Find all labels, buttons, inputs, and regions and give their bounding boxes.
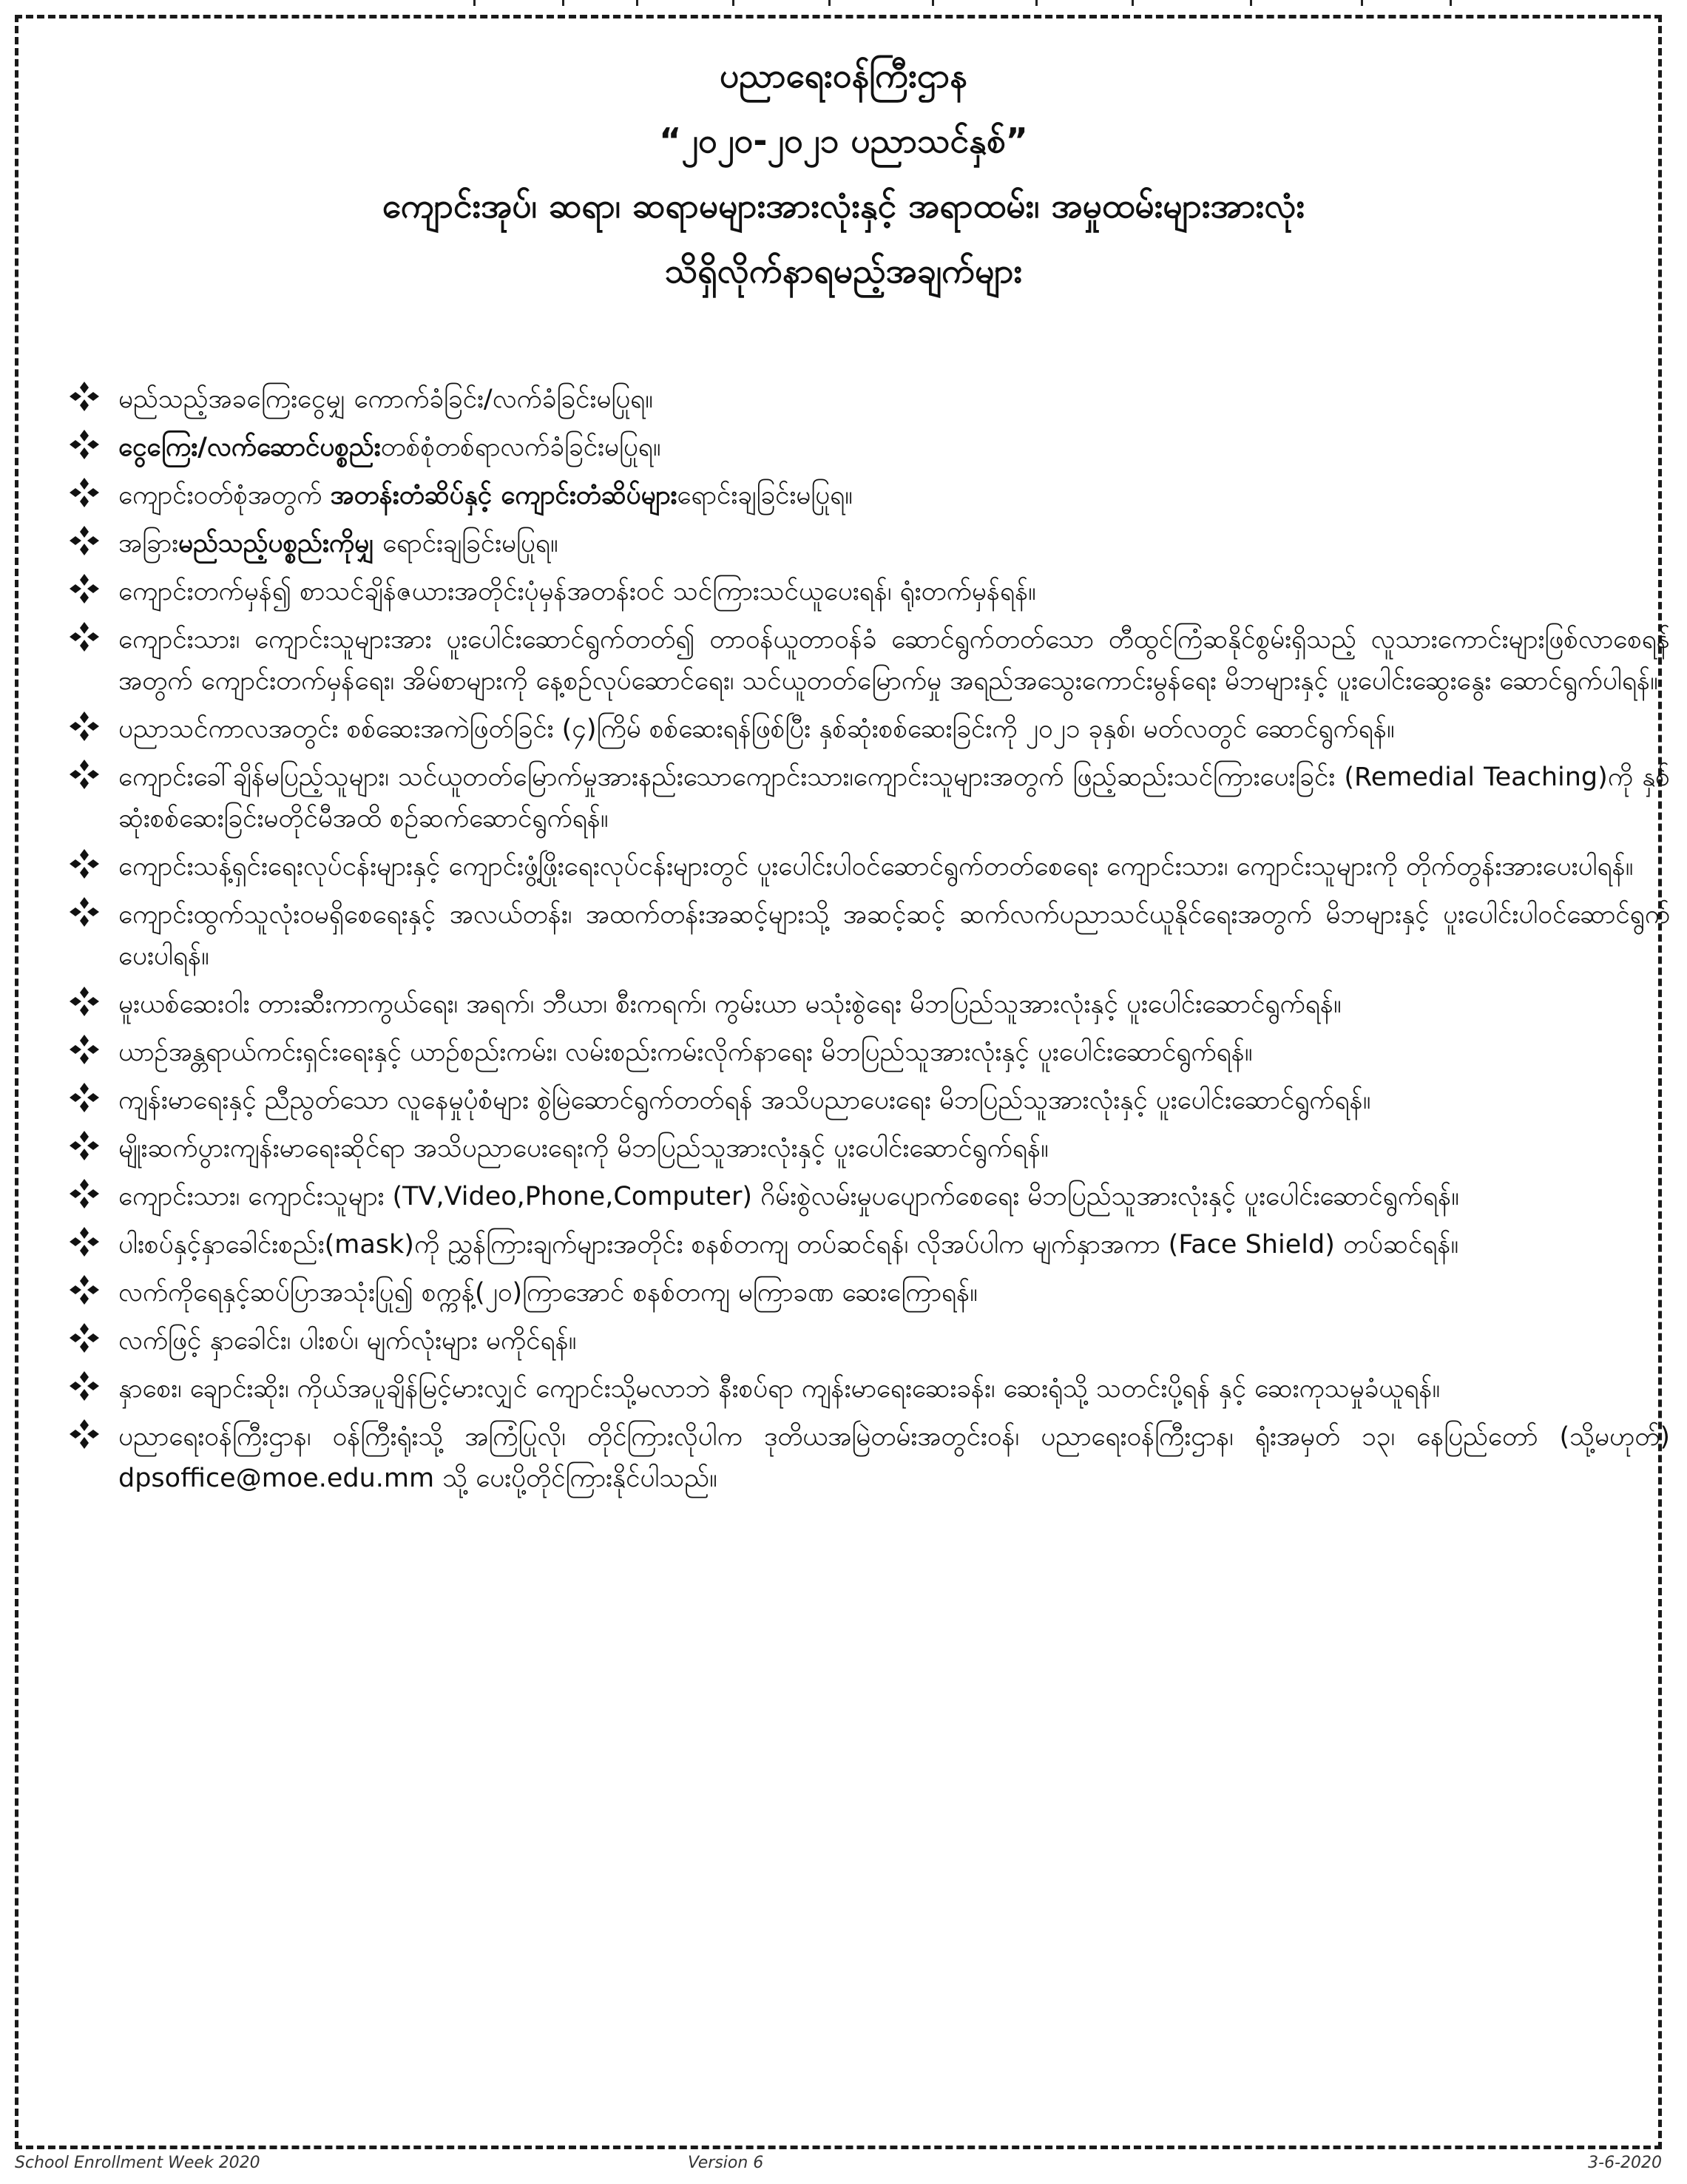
bullet-icon — [68, 1177, 101, 1210]
rule-item — [65, 619, 1670, 702]
rules-list — [65, 379, 1670, 1506]
rule-text: ကျန်းမာရေးနှင့် ညီညွတ်သော လူနေမှုပုံစံများ စွဲမြဲဆောင်ရွက်တတ်ရန် အသိပညာပေးရေး မိဘပြည်သူအားလုံးနှင့် ပူးပေါင်းဆောင်ရွက်ရန်။ — [118, 1086, 1371, 1115]
rule-text: ကျောင်းသန့်ရှင်းရေးလုပ်ငန်းများနှင့် ကျောင်းဖွံ့ဖြိုးရေးလုပ်ငန်းများတွင် ပူးပေါင်းပါဝင်ဆောင်ရွက်တတ်စေရေး ကျောင်းသား၊ ကျောင်းသူများကို တိုက်တွန်းအားပေးပါရန်။ — [118, 852, 1634, 882]
four-petal-diamond-icon — [68, 1418, 101, 1450]
rule-text: ရောင်းချခြင်းမပြုရ။ — [677, 481, 853, 510]
four-petal-diamond-icon — [68, 572, 101, 605]
four-petal-diamond-icon — [68, 1033, 101, 1066]
rule-item — [65, 571, 1670, 612]
footer-left: School Enrollment Week 2020 — [15, 2154, 260, 2172]
academic-year-title: “၂၀၂၀-၂၀၂၁ ပညာသင်နှစ်” — [659, 121, 1028, 160]
rule-item — [65, 1368, 1670, 1410]
rule-text: ကျောင်းခေါ်ချိန်မပြည့်သူများ၊ သင်ယူတတ်မြောက်မှုအားနည်းသောကျောင်းသား၊ကျောင်းသူများအတွက် ဖြည့်ဆည်းသင်ကြားပေးခြင်း (Remedial Teaching)ကို နှစ်ဆုံးစစ်ဆေးခြင်းမတိုင်မီအထိ စဉ်ဆက်ဆောင်ရွက်ရန်။ — [118, 763, 1670, 834]
bullet-icon — [68, 1081, 101, 1114]
rule-text: မည်သည့်အခကြေးငွေမျှ ကောက်ခံခြင်း/လက်ခံခြင်းမပြုရ။ — [118, 385, 653, 414]
rule-text: မူးယစ်ဆေးဝါး တားဆီးကာကွယ်ရေး၊ အရက်၊ ဘီယာ၊ စီးကရက်၊ ကွမ်းယာ မသုံးစွဲရေး မိဘပြည်သူအားလုံးနှင့် ပူးပေါင်းဆောင်ရွက်ရန်။ — [118, 990, 1342, 1019]
four-petal-diamond-icon — [68, 848, 101, 880]
document-header — [44, 43, 1643, 303]
bullet-icon — [68, 1418, 101, 1450]
bullet-icon — [68, 428, 101, 461]
four-petal-diamond-icon — [68, 621, 101, 653]
rule-text: ကျောင်းသား၊ ကျောင်းသူများအား ပူးပေါင်းဆောင်ရွက်တတ်၍ တာဝန်ယူတာဝန်ခံ ဆောင်ရွက်တတ်သော တီထွင်ကြံဆနိုင်စွမ်းရှိသည့် လူသားကောင်းများဖြစ်လာစေရန်အတွက် ကျောင်းတက်မှန်ရေး၊ အိမ်စာများကို နေ့စဉ်လုပ်ဆောင်ရေး၊ သင်ယူတတ်မြောက်မှု အရည်အသွေးကောင်းမွန်ရေး မိဘများနှင့် ပူးပေါင်းဆွေးနွေး ဆောင်ရွက်ပါရန်။ — [118, 625, 1670, 696]
bullet-icon — [68, 524, 101, 557]
footer-date: 3-6-2020 — [1588, 2154, 1662, 2172]
rule-item — [65, 475, 1670, 516]
footer-version: Version 6 — [688, 2154, 764, 2172]
four-petal-diamond-icon — [68, 1322, 101, 1354]
rule-item — [65, 984, 1670, 1025]
rule-item — [65, 1080, 1670, 1121]
bullet-icon — [68, 476, 101, 509]
rule-item — [65, 846, 1670, 888]
four-petal-diamond-icon — [68, 758, 101, 791]
rule-text: နှာစေး၊ ချောင်းဆိုး၊ ကိုယ်အပူချိန်မြင့်မားလျှင် ကျောင်းသို့မလာဘဲ နီးစပ်ရာ ကျန်းမာရေးဆေးခန်း၊ ဆေးရုံသို့ သတင်းပို့ရန် နှင့် ဆေးကုသမှုခံယူရန်။ — [118, 1374, 1441, 1404]
cropped-top-text — [0, 0, 1687, 10]
four-petal-diamond-icon — [68, 710, 101, 743]
four-petal-diamond-icon — [68, 380, 101, 413]
rule-item — [65, 379, 1670, 420]
bullet-icon — [68, 1129, 101, 1162]
rule-item — [65, 1320, 1670, 1362]
rule-text-emphasis: ငွေကြေး/လက်ဆောင်ပစ္စည်း — [118, 433, 381, 462]
rule-item — [65, 757, 1670, 839]
bullet-icon — [68, 1274, 101, 1306]
rule-item — [65, 427, 1670, 468]
four-petal-diamond-icon — [68, 1274, 101, 1306]
rule-text-pre: အခြား — [118, 529, 178, 558]
bullet-icon — [68, 572, 101, 605]
rule-item — [65, 1224, 1670, 1265]
rule-text: ပညာသင်ကာလအတွင်း စစ်ဆေးအကဲဖြတ်ခြင်း (၄)ကြိမ် စစ်ဆေးရန်ဖြစ်ပြီး နှစ်ဆုံးစစ်ဆေးခြင်းကို ၂၀၂၁ ခုနှစ်၊ မတ်လတွင် ဆောင်ရွက်ရန်။ — [118, 714, 1395, 744]
bullet-icon — [68, 710, 101, 743]
rule-text: မျိုးဆက်ပွားကျန်းမာရေးဆိုင်ရာ အသိပညာပေးရေးကို မိဘပြည်သူအားလုံးနှင့် ပူးပေါင်းဆောင်ရွက်ရန်။ — [118, 1134, 1049, 1163]
rule-text: ကျောင်းတက်မှန်၍ စာသင်ချိန်ဇယားအတိုင်းပုံမှန်အတန်းဝင် သင်ကြားသင်ယူပေးရန်၊ ရုံးတက်မှန်ရန်။ — [118, 577, 1036, 606]
rule-text-pre: ကျောင်းဝတ်စုံအတွက် — [118, 481, 331, 510]
four-petal-diamond-icon — [68, 985, 101, 1018]
rule-text: ရောင်းချခြင်းမပြုရ။ — [374, 529, 558, 558]
subject-title: သိရှိလိုက်နာရမည့်အချက်များ — [664, 251, 1023, 291]
rule-item — [65, 1272, 1670, 1314]
rule-item — [65, 1032, 1670, 1073]
rule-text: လက်ဖြင့် နှာခေါင်း၊ ပါးစပ်၊ မျက်လုံးများ မကိုင်ရန်။ — [118, 1326, 577, 1356]
bullet-icon — [68, 985, 101, 1018]
rule-text: လက်ကိုရေနှင့်ဆပ်ပြာအသုံးပြု၍ စက္ကန့်(၂၀)ကြာအောင် စနစ်တကျ မကြာခဏ ဆေးကြောရန်။ — [118, 1278, 978, 1308]
bullet-icon — [68, 1033, 101, 1066]
rule-text: ယာဉ်အန္တရာယ်ကင်းရှင်းရေးနှင့် ယာဉ်စည်းကမ်း၊ လမ်းစည်းကမ်းလိုက်နာရေး မိဘပြည်သူအားလုံးနှင့် ပူးပေါင်းဆောင်ရွက်ရန်။ — [118, 1038, 1253, 1067]
rule-text: ကျောင်းသား၊ ကျောင်းသူများ (TV,Video,Phone,Computer) ဂိမ်းစွဲလမ်းမှုပပျောက်စေရေး မိဘပြည်သူအားလုံးနှင့် ပူးပေါင်းဆောင်ရွက်ရန်။ — [118, 1182, 1459, 1211]
four-petal-diamond-icon — [68, 524, 101, 557]
rule-item — [65, 1176, 1670, 1217]
rule-item — [65, 1128, 1670, 1169]
rule-text-emphasis: အတန်းတံဆိပ်နှင့် ကျောင်းတံဆိပ်များ — [330, 481, 677, 510]
bullet-icon — [68, 1322, 101, 1354]
bullet-icon — [68, 380, 101, 413]
bullet-icon — [68, 1370, 101, 1402]
four-petal-diamond-icon — [68, 1225, 101, 1258]
four-petal-diamond-icon — [68, 1177, 101, 1210]
four-petal-diamond-icon — [68, 896, 101, 928]
rule-text: ပါးစပ်နှင့်နှာခေါင်းစည်း(mask)ကို ညွှန်ကြားချက်များအတိုင်း စနစ်တကျ တပ်ဆင်ရန်၊ လိုအပ်ပါက မျက်နှာအကာ (Face Shield) တပ်ဆင်ရန်။ — [118, 1230, 1459, 1260]
rule-text: ကျောင်းထွက်သူလုံးဝမရှိစေရေးနှင့် အလယ်တန်း၊ အထက်တန်းအဆင့်များသို့ အဆင့်ဆင့် ဆက်လက်ပညာသင်ယူနိုင်ရေးအတွက် မိဘများနှင့် ပူးပေါင်းပါဝင်ဆောင်ရွက်ပေးပါရန်။ — [118, 900, 1670, 971]
rule-text: ပညာရေးဝန်ကြီးဌာန၊ ဝန်ကြီးရုံးသို့ အကြံပြုလို၊ တိုင်ကြားလိုပါက ဒုတိယအမြဲတမ်းအတွင်းဝန်၊ ပညာရေးဝန်ကြီးဌာန၊ ရုံးအမှတ် ၁၃၊ နေပြည်တော် (သို့မဟုတ်) dpsoffice@moe.edu.mm သို့ ပေးပို့တိုင်ကြားနိုင်ပါသည်။ — [118, 1422, 1670, 1493]
audience-title: ကျောင်းအုပ်၊ ဆရာ၊ ဆရာမများအားလုံးနှင့် အရာထမ်း၊ အမှုထမ်းများအားလုံး — [382, 186, 1305, 226]
bullet-icon — [68, 758, 101, 791]
page-footer — [15, 2152, 1662, 2182]
rule-item — [65, 523, 1670, 564]
bullet-icon — [68, 896, 101, 928]
bullet-icon — [68, 1225, 101, 1258]
rule-item — [65, 709, 1670, 750]
rule-text-emphasis: မည်သည့်ပစ္စည်းကိုမျှ — [178, 529, 375, 558]
rule-text: တစ်စုံတစ်ရာလက်ခံခြင်းမပြုရ။ — [380, 433, 661, 462]
four-petal-diamond-icon — [68, 428, 101, 461]
bullet-icon — [68, 848, 101, 880]
four-petal-diamond-icon — [68, 1081, 101, 1114]
rule-item — [65, 894, 1670, 977]
four-petal-diamond-icon — [68, 1370, 101, 1402]
four-petal-diamond-icon — [68, 476, 101, 509]
bullet-icon — [68, 621, 101, 653]
rule-item — [65, 1416, 1670, 1499]
four-petal-diamond-icon — [68, 1129, 101, 1162]
ministry-title: ပညာရေးဝန်ကြီးဌာန — [720, 55, 967, 95]
